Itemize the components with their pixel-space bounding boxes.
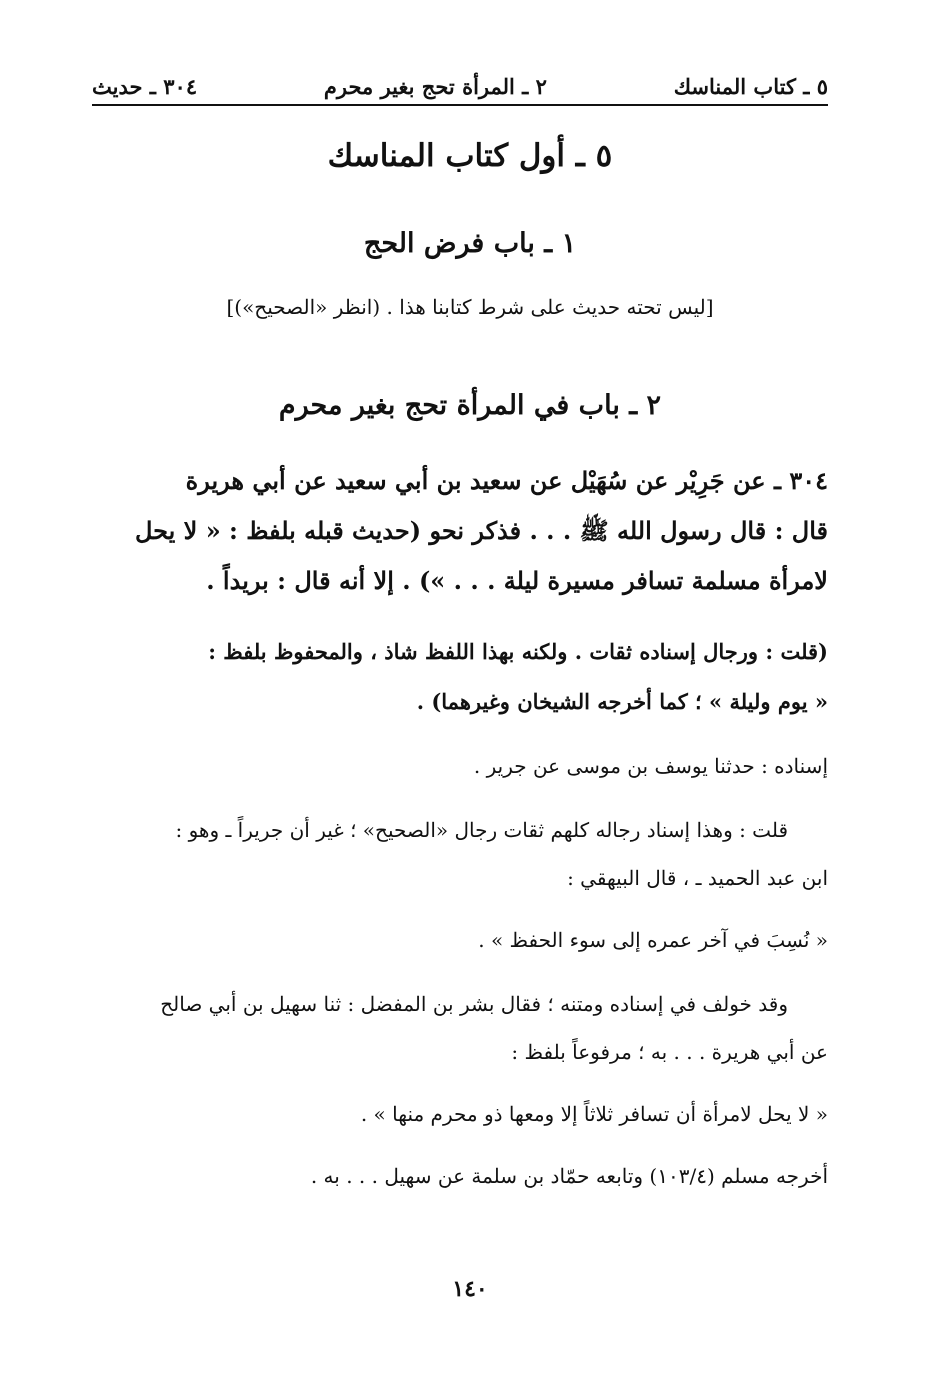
header-chapter: ٢ ـ المرأة تحج بغير محرم [323,73,547,99]
khulif-paragraph [92,980,828,1076]
chapter-1-note: [ليس تحته حديث على شرط كتابنا هذا . (انظر «الصحيح»)] [226,295,714,319]
hadith-line: لامرأة مسلمة تسافر مسيرة ليلة . . . ») . إلا أنه قال : بريداً . [206,566,828,595]
running-header [92,66,828,106]
comment-line: « يوم وليلة » ؛ كما أخرجه الشيخان وغيرهما) . [416,689,828,714]
khulif-line: وقد خولف في إسناده ومتنه ؛ فقال بشر بن المفضل : ثنا سهيل بن أبي صالح [160,992,788,1016]
comment-line: (قلت : ورجال إسناده ثقات . ولكنه بهذا اللفظ شاذ ، والمحفوظ بلفظ : [208,639,828,664]
author-comment [92,627,828,727]
page-number: ١٤٠ [452,1276,488,1302]
chapter-2-title: ٢ ـ باب في المرأة تحج بغير محرم [278,390,662,421]
qultu-line: ابن عبد الحميد ـ ، قال البيهقي : [567,866,828,890]
header-book-section: ٥ ـ كتاب المناسك [673,73,828,99]
bayhaqi-quote: « نُسِبَ في آخر عمره إلى سوء الحفظ » . [478,928,828,952]
header-hadith-number: ٣٠٤ ـ حديث [92,73,198,99]
hadith-text [92,456,828,606]
khulif-line: عن أبي هريرة . . . به ؛ مرفوعاً بلفظ : [511,1040,828,1064]
isnad-paragraph: إسناده : حدثنا يوسف بن موسى عن جرير . [473,754,828,778]
qultu-paragraph [92,806,828,902]
book-title: ٥ ـ أول كتاب المناسك [327,138,613,174]
hadith-quote: « لا يحل لامرأة أن تسافر ثلاثاً إلا ومعها ذو محرم منها » . [360,1102,828,1126]
header-rule [92,104,828,106]
takhrij-paragraph: أخرجه مسلم (١٠٣/٤) وتابعه حمّاد بن سلمة عن سهيل . . . به . [310,1164,828,1188]
hadith-line: ٣٠٤ ـ عن جَرِيْر عن سُهَيْل عن سعيد بن أبي سعيد عن أبي هريرة [185,466,828,495]
hadith-line: قال : قال رسول الله ﷺ . . . فذكر نحو (حديث قبله بلفظ : « لا يحل [134,516,828,545]
qultu-line: قلت : وهذا إسناد رجاله كلهم ثقات رجال «الصحيح» ؛ غير أن جريراً ـ وهو : [175,818,788,842]
chapter-1-title: ١ ـ باب فرض الحج [363,228,577,259]
